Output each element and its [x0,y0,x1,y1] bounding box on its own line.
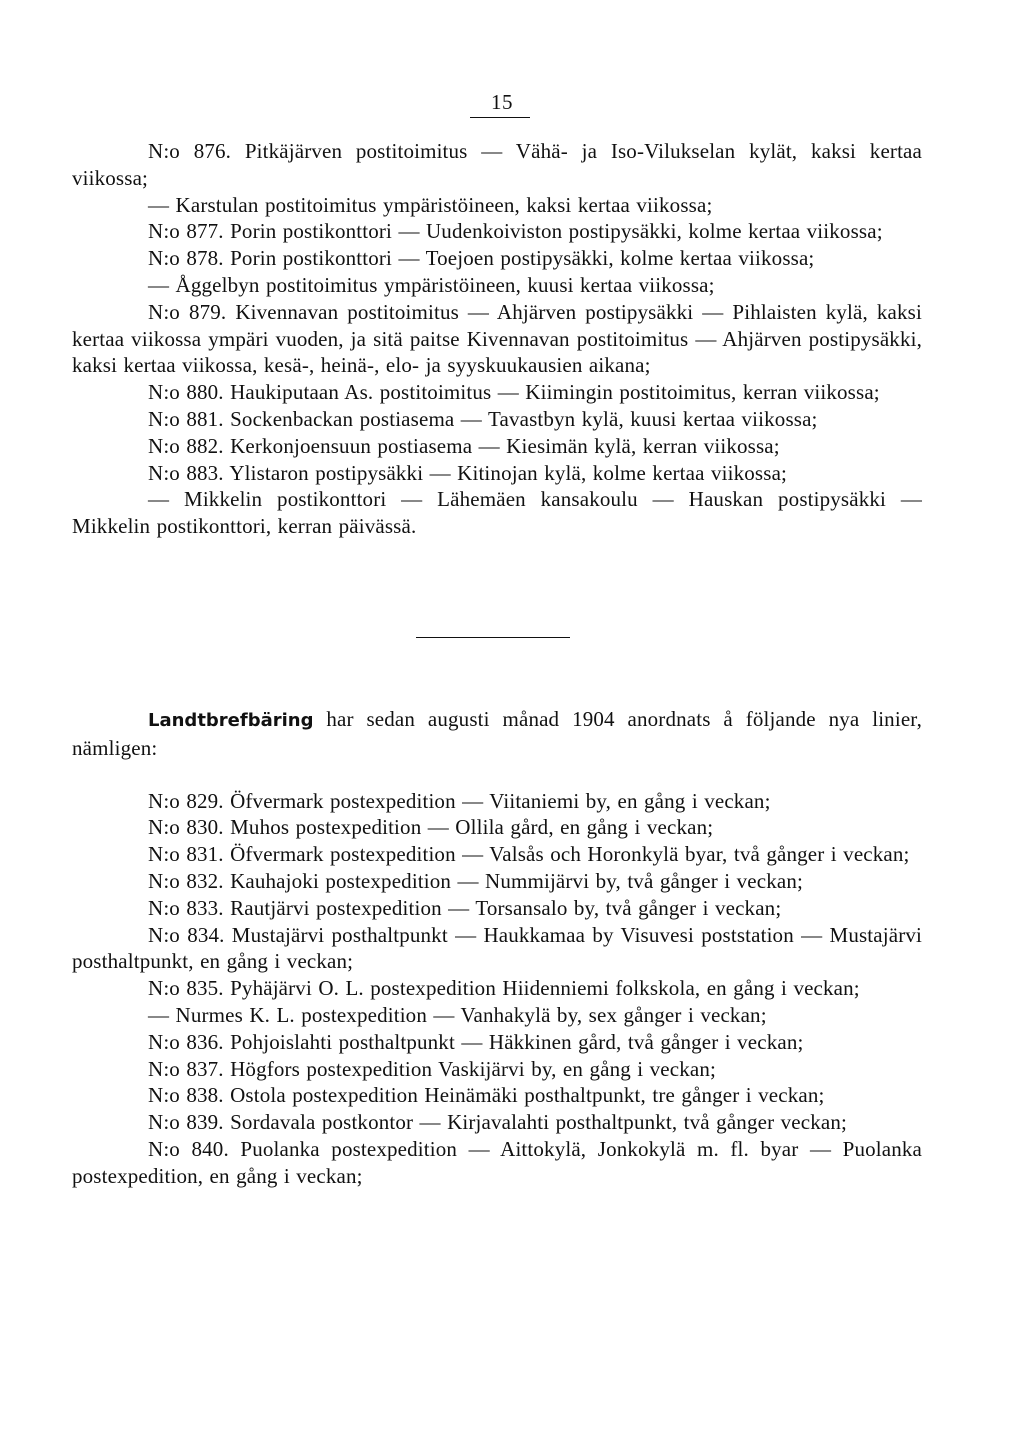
paragraph-832: N:o 832. Kauhajoki postexpedition — Nummijärvi by, två gånger i veckan; [148,868,803,893]
paragraph-834: N:o 834. Mustajärvi posthaltpunkt — Haukkamaa by Visuvesi poststation — Mustajärvi posthaltpunkt, en gång i veckan; [72,922,922,974]
swedish-section [72,706,922,1190]
paragraph-839: N:o 839. Sordavala postkontor — Kirjavalahti posthaltpunkt, två gånger veckan; [148,1110,847,1135]
paragraph-876-cont: — Karstulan postitoimitus ympäristöineen, kaksi kertaa viikossa; [148,192,713,217]
paragraph-838: N:o 838. Ostola postexpedition Heinämäki posthaltpunkt, tre gånger i veckan; [148,1083,825,1108]
intro-paragraph [72,706,922,762]
paragraph-883-cont: — Mikkelin postikonttori — Lähemäen kansakoulu — Hauskan postipysäkki — Mikkelin postikonttori, kerran päivässä. [72,487,922,539]
paragraph-880: N:o 880. Haukiputaan As. postitoimitus — Kiimingin postitoimitus, kerran viikossa; [148,380,880,405]
header-rule [470,117,530,118]
paragraph-882: N:o 882. Kerkonjoensuun postiasema — Kiesimän kylä, kerran viikossa; [148,433,780,458]
paragraph-835: N:o 835. Pyhäjärvi O. L. postexpedition Hiidenniemi folkskola, en gång i veckan; [148,976,860,1001]
paragraph-835-cont: — Nurmes K. L. postexpedition — Vanhakylä by, sex gånger i veckan; [148,1002,767,1027]
paragraph-881: N:o 881. Sockenbackan postiasema — Tavastbyn kylä, kuusi kertaa viikossa; [148,406,818,431]
paragraph-878: N:o 878. Porin postikonttori — Toejoen postipysäkki, kolme kertaa viikossa; [148,246,815,271]
paragraph-840: N:o 840. Puolanka postexpedition — Aittokylä, Jonkokylä m. fl. byar — Puolanka postexpedition, en gång i veckan; [72,1136,922,1188]
paragraph-879: N:o 879. Kivennavan postitoimitus — Ahjärven postipysäkki — Pihlaisten kylä, kaksi kertaa viikossa ympäri vuoden, ja sitä paitse Kivennavan postitoimitus — Ahjärven postipysäkki, kaksi kertaa viikossa, kesä-, heinä-, elo- ja syyskuukausien aikana; [72,299,922,378]
section-divider [416,637,570,638]
paragraph-876: N:o 876. Pitkäjärven postitoimitus — Vähä- ja Iso-Vilukselan kylät, kaksi kertaa viikossa; [72,139,922,190]
paragraph-837: N:o 837. Högfors postexpedition Vaskijärvi by, en gång i veckan; [148,1056,717,1081]
paragraph-829: N:o 829. Öfvermark postexpedition — Viitaniemi by, en gång i veckan; [148,788,771,813]
finnish-section [72,138,922,540]
paragraph-830: N:o 830. Muhos postexpedition — Ollila gård, en gång i veckan; [148,815,714,840]
lead-text: har sedan augusti månad 1904 anordnats å följande nya linier, nämligen: [72,707,922,760]
paragraph-836: N:o 836. Pohjoislahti posthaltpunkt — Häkkinen gård, två gånger i veckan; [148,1029,804,1054]
paragraph-833: N:o 833. Rautjärvi postexpedition — Torsansalo by, två gånger i veckan; [148,895,782,920]
paragraph-831: N:o 831. Öfvermark postexpedition — Valsås och Horonkylä byar, två gånger i veckan; [148,842,910,867]
paragraph-883: N:o 883. Ylistaron postipysäkki — Kitinojan kylä, kolme kertaa viikossa; [148,460,788,485]
paragraph-877: N:o 877. Porin postikonttori — Uudenkoiviston postipysäkki, kolme kertaa viikossa; [148,219,883,244]
page-number: 15 [491,90,513,114]
lead-term: Landtbrefbäring [148,710,314,731]
paragraph-878-cont: — Åggelbyn postitoimitus ympäristöineen, kuusi kertaa viikossa; [148,272,715,297]
